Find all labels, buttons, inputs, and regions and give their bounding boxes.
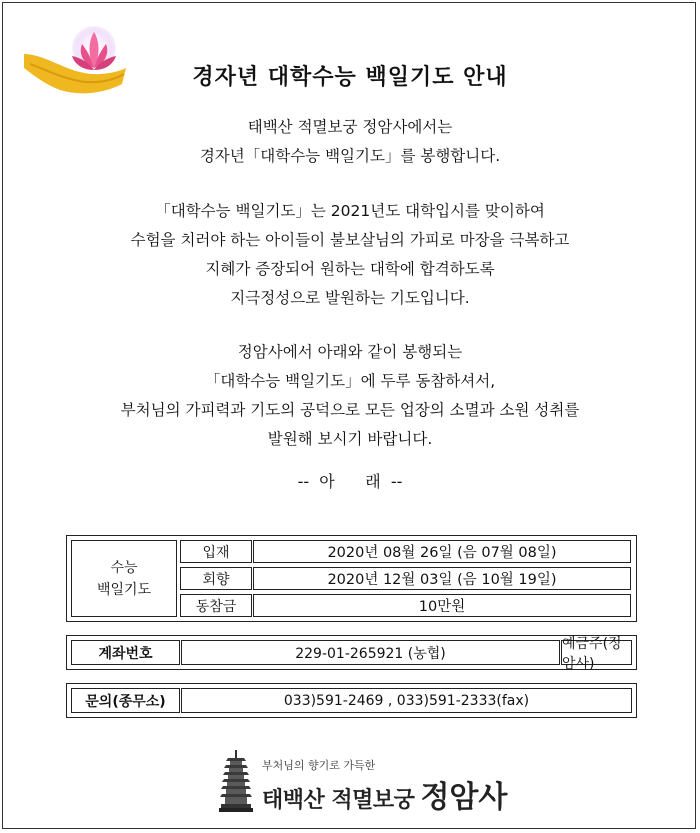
account-number: 229-01-265921 (농협): [181, 640, 560, 665]
intro-line: 경자년「대학수능 백일기도」를 봉행합니다.: [199, 147, 501, 165]
prayer-name-cell: [71, 540, 177, 617]
purpose-line: 지극정성으로 발원하는 기도입니다.: [230, 289, 470, 307]
purpose-line: 수험을 치러야 하는 아이들이 불보살님의 가피로 마장을 극복하고: [130, 231, 570, 249]
temple-name: [262, 772, 507, 816]
account-holder: 예금주(정암사): [561, 640, 632, 665]
prayer-name-line: 수능: [110, 559, 138, 576]
intro-line: 태백산 적멸보궁 정암사에서는: [247, 118, 453, 136]
purpose-line: 「대학수능 백일기도」는 2021년도 대학입시를 맞이하여: [155, 202, 545, 220]
contact-phones: 033)591-2469 , 033)591-2333(fax): [181, 688, 632, 713]
prayer-name-line: 백일기도: [96, 581, 152, 598]
temple-name-small: 태백산 적멸보궁: [262, 788, 415, 813]
temple-name-big: 정암사: [420, 780, 508, 815]
purpose-paragraph: [0, 197, 700, 313]
invitation-line: 부처님의 가피력과 기도의 공덕으로 모든 업장의 소멸과 소원 성취를: [120, 401, 580, 419]
intro-paragraph: [0, 113, 700, 171]
pagoda-icon: [218, 750, 254, 812]
invitation-paragraph: [0, 338, 700, 454]
footer-subtitle: 부처님의 향기로 가득한: [262, 759, 376, 772]
invitation-line: 「대학수능 백일기도」에 두루 동참하셔서,: [204, 372, 496, 390]
offering-label: 동참금: [180, 594, 252, 617]
prayer-schedule-table: [66, 535, 637, 622]
invitation-line: 정암사에서 아래와 같이 봉행되는: [237, 343, 463, 361]
start-date-value: 2020년 08월 26일 (음 07월 08일): [253, 540, 631, 563]
invitation-line: 발원해 보시기 바랍니다.: [267, 430, 433, 448]
end-date-label: 회향: [180, 567, 252, 590]
account-table: [66, 635, 637, 670]
start-date-label: 입재: [180, 540, 252, 563]
end-date-value: 2020년 12월 03일 (음 10월 19일): [253, 567, 631, 590]
offering-value: 10만원: [253, 594, 631, 617]
below-marker: -- 아 래 --: [297, 472, 403, 491]
account-label: 계좌번호: [71, 640, 180, 665]
contact-table: [66, 683, 637, 718]
page-title: 경자년 대학수능 백일기도 안내: [192, 65, 508, 90]
contact-label: 문의(종무소): [71, 688, 180, 713]
purpose-line: 지혜가 증장되어 원하는 대학에 합격하도록: [205, 260, 495, 278]
